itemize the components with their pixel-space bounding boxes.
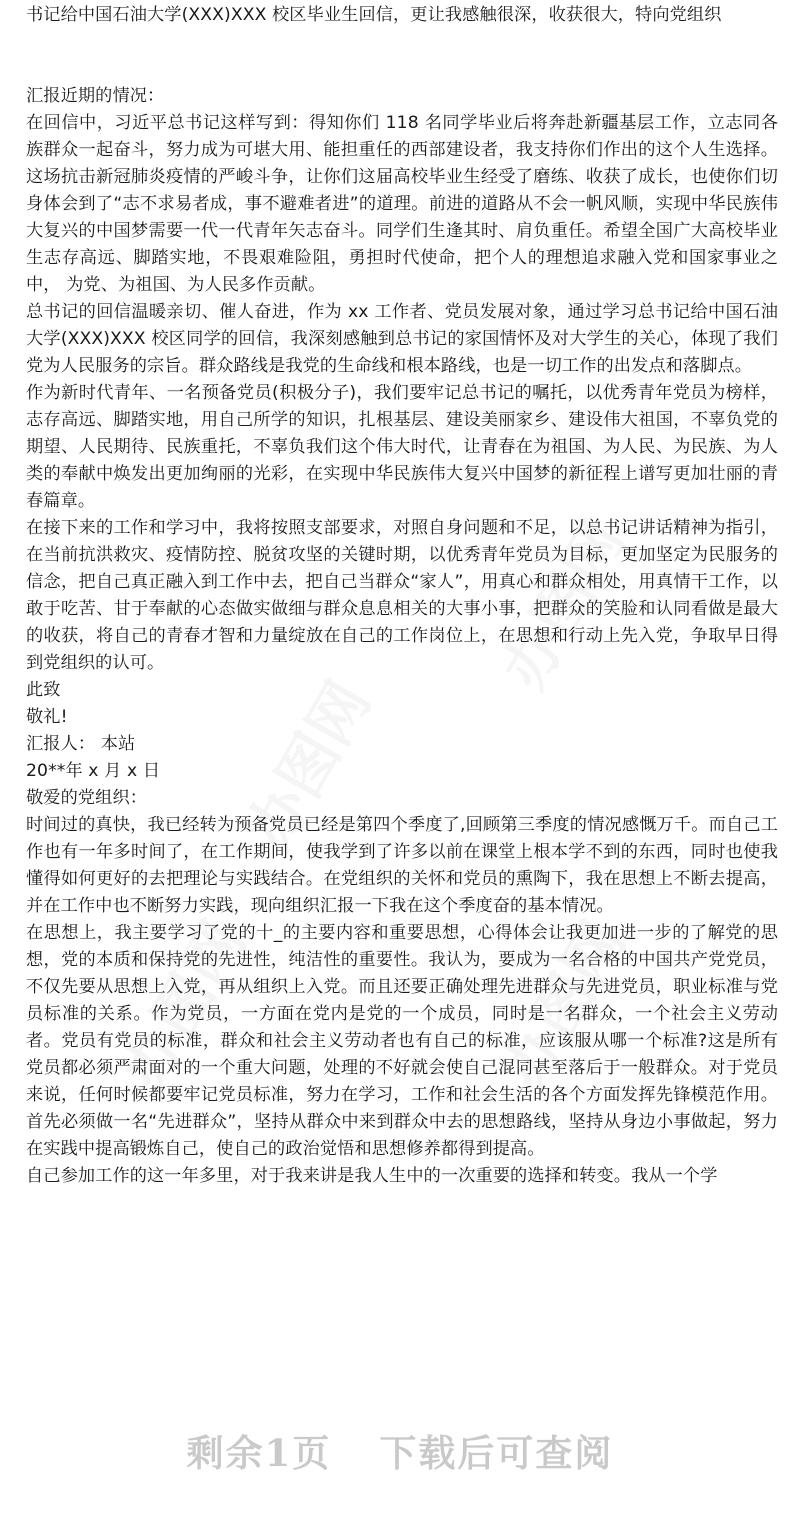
- cut-off-top-line: [26, 0, 778, 2]
- paragraph-reflection: 总书记的回信温暖亲切、催人奋进，作为 xx 工作者、党员发展对象，通过学习总书记给中国石油大学(XXX)XXX 校区同学的回信，我深刻感触到总书记的家国情怀及对大学生的关心，体现了我们党为人民服务的宗旨。群众路线是我党的生命线和根本路线，也是一切工作的出发点和落脚点。: [26, 302, 778, 376]
- paragraph-future-plan: 在接下来的工作和学习中，我将按照支部要求，对照自身问题和不足，以总书记讲话精神为指引，在当前抗洪救灾、疫情防控、脱贫攻坚的关键时期，以优秀青年党员为目标，更加坚定为民服务的信念，把自己真正融入到工作中去，把自己当群众“家人”，用真心和群众相处，用真情干工作，以敢于吃苦、甘于奉献的心态做实做细与群众息息相关的大事小事，把群众的笑脸和认同看做是最大的收获，将自己的青春才智和力量绽放在自己的工作岗位上，在思想和行动上先入党，争取早日得到党组织的认可。: [26, 518, 778, 673]
- watermark-3: 办图网: [489, 910, 640, 1101]
- paragraph-intro-tail: 书记给中国石油大学(XXX)XXX 校区毕业生回信，更让我感触很深，收获很大，特向党组织: [26, 5, 722, 25]
- date-line: 20**年 x 月 x 日: [26, 761, 161, 781]
- second-report-greeting: 敬爱的党组织：: [26, 788, 148, 808]
- watermark-1: 办图网: [234, 670, 385, 861]
- paragraph-letter-quote: 在回信中，习近平总书记这样写到：得知你们 118 名同学毕业后将奔赴新疆基层工作，立志同各族群众一起奋斗，努力成为可堪大用、能担重任的西部建设者，我支持你们作出的这个人生选择。这场抗击新冠肺炎疫情的严峻斗争，让你们这届高校毕业生经受了磨练、收获了成长，也使你们切身体会到了“志不求易者成，事不避难者进”的道理。前进的道路从不会一帆风顺，实现中华民族伟大复兴的中国梦需要一代一代青年矢志奋斗。同学们生逢其时、肩负重任。希望全国广大高校毕业生志存高远、脚踏实地，不畏艰难险阻，勇担时代使命，把个人的理想追求融入党和国家事业之中， 为党、为祖国、为人民多作贡献。: [26, 113, 778, 295]
- download-to-view-label: 下载后可查阅: [379, 1431, 614, 1475]
- remaining-pages-label: 剩余1页: [186, 1431, 332, 1475]
- watermark-4: 办图网: [109, 910, 260, 1101]
- document-body: [26, 0, 778, 1190]
- closing-regards: 敬礼!: [26, 707, 68, 727]
- watermark-2: 办图网: [489, 510, 640, 701]
- paragraph-youth-commitment: 作为新时代青年、一名预备党员(积极分子)，我们要牢记总书记的嘱托，以优秀青年党员为榜样，志存高远、脚踏实地，用自己所学的知识，扎根基层、建设美丽家乡、建设伟大祖国，不辜负党的期望、人民期待、民族重托，不辜负我们这个伟大时代，让青春在为祖国、为人民、为民族、为人类的奉献中焕发出更加绚丽的光彩，在实现中华民族伟大复兴中国梦的新征程上谱写更加壮丽的青春篇章。: [26, 383, 778, 511]
- cut-off-top-text: [26, 0, 527, 2]
- paragraph-quarter-review: 时间过的真快，我已经转为预备党员已经是第四个季度了,回顾第三季度的情况感慨万千。而自己工作也有一年多时间了，在工作期间，使我学到了许多以前在课堂上根本学不到的东西，同时也使我懂得如何更好的去把理论与实践结合。在党组织的关怀和党员的熏陶下，我在思想上不断去提高，并在工作中也不断努力实践，现向组织汇报一下我在这个季度奋的基本情况。: [26, 815, 778, 916]
- paragraph-report-heading: 汇报近期的情况：: [26, 86, 165, 106]
- closing-salutation: 此致: [26, 680, 61, 700]
- paragraph-work-year: 自己参加工作的这一年多里，对于我来讲是我人生中的一次重要的选择和转变。我从一个学: [26, 1166, 718, 1186]
- blank-gap: [26, 29, 778, 83]
- reporter-line: 汇报人： 本站: [26, 734, 136, 754]
- paragraph-ideology: 在思想上，我主要学习了党的十_的主要内容和重要思想，心得体会让我更加进一步的了解党的思想，党的本质和保持党的先进性，纯洁性的重要性。我认为，要成为一名合格的中国共产党党员，不仅先要从思想上入党，再从组织上入党。而且还要正确处理先进群众与先进党员，职业标准与党员标准的关系。作为党员，一方面在党内是党的一个成员，同时是一名群众，一个社会主义劳动者。党员有党员的标准，群众和社会主义劳动者也有自己的标准，应该服从哪一个标准?这是所有党员都必须严肃面对的一个重大问题，处理的不好就会使自己混同甚至落后于一般群众。对于党员来说，任何时候都要牢记党员标准，努力在学习，工作和社会生活的各个方面发挥先锋模范作用。首先必须做一名“先进群众”，坚持从群众中来到群众中去的思想路线，坚持从身边小事做起，努力在实践中提高锻炼自己，使自己的政治觉悟和思想修养都得到提高。: [26, 923, 778, 1159]
- download-banner[interactable]: [0, 1418, 800, 1488]
